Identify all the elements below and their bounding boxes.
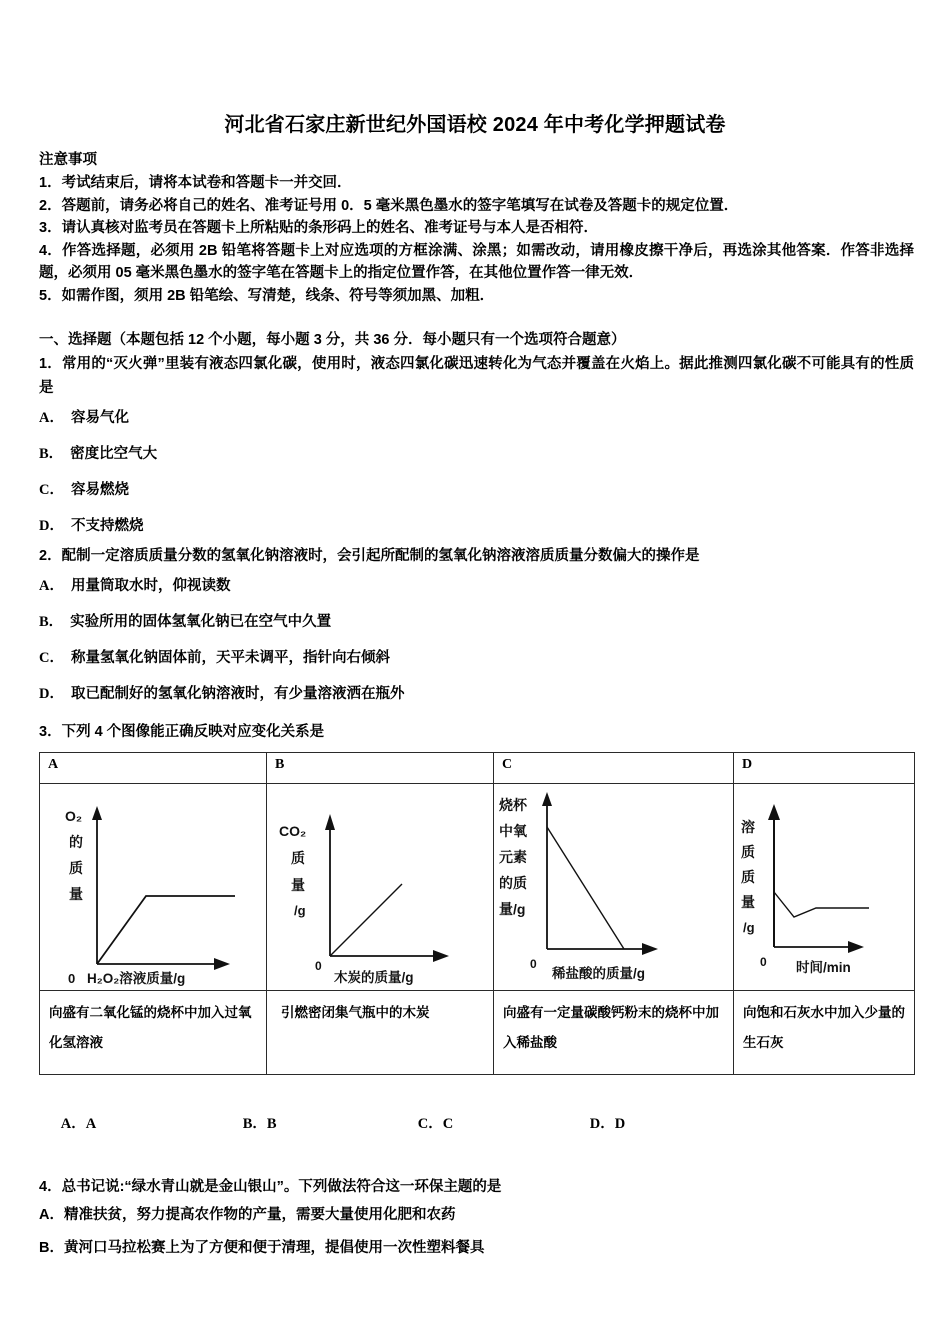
- option-label: B．: [39, 614, 64, 630]
- question-3-option-d[interactable]: D．D: [589, 1116, 626, 1132]
- question-1-option-b[interactable]: [39, 436, 914, 472]
- option-label: A．: [39, 578, 64, 594]
- page-title: 河北省石家庄新世纪外国语校 2024 年中考化学押题试卷: [224, 114, 726, 136]
- section-heading: 一、选择题（本题包括 12 个小题，每小题 3 分，共 36 分．每小题只有一个选项符合题意）: [39, 332, 626, 348]
- document-body: [39, 150, 914, 1265]
- chart-c-origin-label: 0: [530, 957, 537, 971]
- chart-c: [494, 784, 733, 990]
- column-header-d: D: [734, 753, 915, 784]
- x-axis-arrow: [214, 958, 230, 970]
- table-figure-row: [40, 784, 915, 991]
- question-1-option-d[interactable]: [39, 508, 914, 544]
- option-text: 用量筒取水时，仰视读数: [70, 578, 231, 594]
- question-1-stem: 1．常用的“灭火弹”里装有液态四氯化碳，使用时，液态四氯化碳迅速转化为气态并覆盖在火焰上。据此推测四氯化碳不可能具有的性质是: [39, 356, 914, 396]
- chart-d-series: [774, 892, 869, 917]
- chart-d-ylabel-2: 质: [741, 869, 755, 885]
- chart-a-origin-label: 0: [68, 971, 76, 986]
- chart-c-ylabel-1: 中氧: [499, 823, 527, 839]
- option-label: D．: [39, 686, 64, 702]
- y-axis-arrow: [768, 804, 780, 820]
- option-label: A．: [39, 1207, 64, 1223]
- option-label: B．: [39, 1240, 64, 1256]
- question-1-option-a[interactable]: [39, 400, 914, 436]
- chart-a-xlabel: H₂O₂溶液质量/g: [87, 971, 186, 986]
- question-3-option-b[interactable]: B．B: [242, 1116, 277, 1132]
- notice-line-3: 3．请认真核对监考员在答题卡上所粘贴的条形码上的姓名、准考证号与本人是否相符．: [39, 220, 599, 236]
- spacer: [39, 307, 914, 329]
- chart-d-xlabel: 时间/min: [796, 960, 851, 975]
- chart-d-ylabel-0: 溶: [741, 819, 755, 835]
- question-2-option-c[interactable]: [39, 640, 914, 676]
- chart-d-ylabel-4: /g: [743, 920, 755, 935]
- figure-cell-d: [734, 784, 915, 991]
- y-axis-arrow: [542, 792, 552, 806]
- description-cell-a: 向盛有二氧化锰的烧杯中加入过氧化氢溶液: [40, 991, 267, 1075]
- question-2-option-d[interactable]: [39, 676, 914, 712]
- chart-d: [734, 784, 914, 990]
- option-text: 实验所用的固体氢氧化钠已在空气中久置: [70, 614, 332, 630]
- option-text: 不支持燃烧: [70, 518, 144, 534]
- chart-a-svg: [40, 784, 267, 988]
- option-text: 容易气化: [70, 410, 129, 426]
- question-3-answer-options: [39, 1079, 914, 1169]
- chart-b-ylabel-1: 质: [291, 850, 305, 866]
- option-label: C．: [39, 482, 64, 498]
- y-axis-arrow: [92, 806, 102, 820]
- notice-line-4: 4．作答选择题，必须用 2B 铅笔将答题卡上对应选项的方框涂满、涂黑；如需改动，请用橡皮擦干净后，再选涂其他答案．作答非选择题，必须用 05 毫米黑色墨水的签字笔在答题卡上的指定位置作答，在其他位置作答一律无效．: [39, 242, 914, 281]
- chart-b-ylabel-2: 量: [291, 877, 305, 893]
- question-3-option-c[interactable]: C．C: [417, 1116, 454, 1132]
- question-4-stem: 4．总书记说:“绿水青山就是金山银山”。下列做法符合这一环保主题的是: [39, 1179, 502, 1195]
- option-text: 取已配制好的氢氧化钠溶液时，有少量溶液洒在瓶外: [70, 686, 405, 702]
- question-3-stem: 3．下列 4 个图像能正确反映对应变化关系是: [39, 724, 325, 740]
- chart-b-xlabel: 木炭的质量/g: [334, 970, 414, 985]
- chart-d-ylabel-1: 质: [741, 844, 755, 860]
- figure-cell-b: [267, 784, 494, 991]
- chart-a-ylabel-3: 量: [69, 886, 83, 902]
- notice-line-1: 1．考试结束后，请将本试卷和答题卡一并交回．: [39, 175, 352, 191]
- option-text: 称量氢氧化钠固体前，天平未调平，指针向右倾斜: [70, 650, 390, 666]
- option-label: D．: [39, 518, 64, 534]
- chart-d-origin-label: 0: [760, 955, 767, 969]
- chart-a-ylabel-0: O₂: [65, 808, 83, 824]
- column-header-a: A: [40, 753, 267, 784]
- chart-b-series: [330, 884, 402, 956]
- option-text: 黄河口马拉松赛上为了方便和便于清理，提倡使用一次性塑料餐具: [63, 1240, 485, 1256]
- chart-c-ylabel-4: 量/g: [499, 901, 526, 917]
- x-axis-arrow: [642, 943, 658, 955]
- chart-a-series: [97, 896, 235, 964]
- table-header-row: [40, 753, 915, 784]
- chart-a-ylabel-1: 的: [69, 834, 83, 850]
- option-text: 容易燃烧: [70, 482, 129, 498]
- chart-c-ylabel-0: 烧杯: [499, 797, 527, 813]
- chart-c-xlabel: 稀盐酸的质量/g: [552, 966, 645, 981]
- chart-b-ylabel-3: /g: [294, 903, 306, 918]
- description-cell-b: 引燃密闭集气瓶中的木炭: [267, 991, 494, 1075]
- description-cell-c: 向盛有一定量碳酸钙粉末的烧杯中加入稀盐酸: [494, 991, 734, 1075]
- chart-c-ylabel-3: 的质: [499, 875, 527, 891]
- question-1-option-c[interactable]: [39, 472, 914, 508]
- option-label: C．: [39, 650, 64, 666]
- chart-a-ylabel-2: 质: [69, 860, 83, 876]
- option-label: B．: [39, 446, 64, 462]
- notice-line-5: 5．如需作图，须用 2B 铅笔绘、写清楚，线条、符号等须加黑、加粗．: [39, 287, 495, 304]
- chart-c-ylabel-2: 元素: [499, 849, 527, 865]
- column-header-b: B: [267, 753, 494, 784]
- column-header-c: C: [494, 753, 734, 784]
- x-axis-arrow: [848, 941, 864, 953]
- question-2-option-a[interactable]: [39, 568, 914, 604]
- question-4-option-a[interactable]: [39, 1199, 914, 1232]
- chart-b-svg: [267, 784, 494, 988]
- option-text: 精准扶贫，努力提高农作物的产量，需要大量使用化肥和农药: [63, 1207, 456, 1223]
- table-description-row: [40, 991, 915, 1075]
- question-4-option-b[interactable]: [39, 1232, 914, 1265]
- description-cell-d: 向饱和石灰水中加入少量的生石灰: [734, 991, 915, 1075]
- option-label: A．: [39, 410, 64, 426]
- chart-d-ylabel-3: 量: [741, 894, 755, 910]
- question-2-option-b[interactable]: [39, 604, 914, 640]
- notice-line-2: 2．答题前，请务必将自己的姓名、准考证号用 0．5 毫米黑色墨水的签字笔填写在试卷及答题卡的规定位置．: [39, 197, 739, 214]
- figure-comparison-table: [39, 752, 915, 1075]
- chart-b-ylabel-0: CO₂: [279, 823, 307, 839]
- figure-cell-a: [40, 784, 267, 991]
- chart-d-svg: [734, 784, 915, 988]
- figure-cell-c: [494, 784, 734, 991]
- chart-a: [40, 784, 266, 990]
- x-axis-arrow: [433, 950, 449, 962]
- chart-b: [267, 784, 493, 990]
- question-2-stem: 2．配制一定溶质质量分数的氢氧化钠溶液时，会引起所配制的氢氧化钠溶液溶质质量分数偏大的操作是: [39, 548, 700, 564]
- y-axis-arrow: [325, 814, 335, 830]
- option-text: 密度比空气大: [70, 446, 158, 462]
- chart-c-svg: [494, 784, 734, 988]
- chart-c-series: [547, 827, 624, 949]
- chart-b-origin-label: 0: [315, 959, 322, 973]
- question-3-option-a[interactable]: A．A: [60, 1116, 97, 1132]
- notice-heading: 注意事项: [39, 152, 97, 168]
